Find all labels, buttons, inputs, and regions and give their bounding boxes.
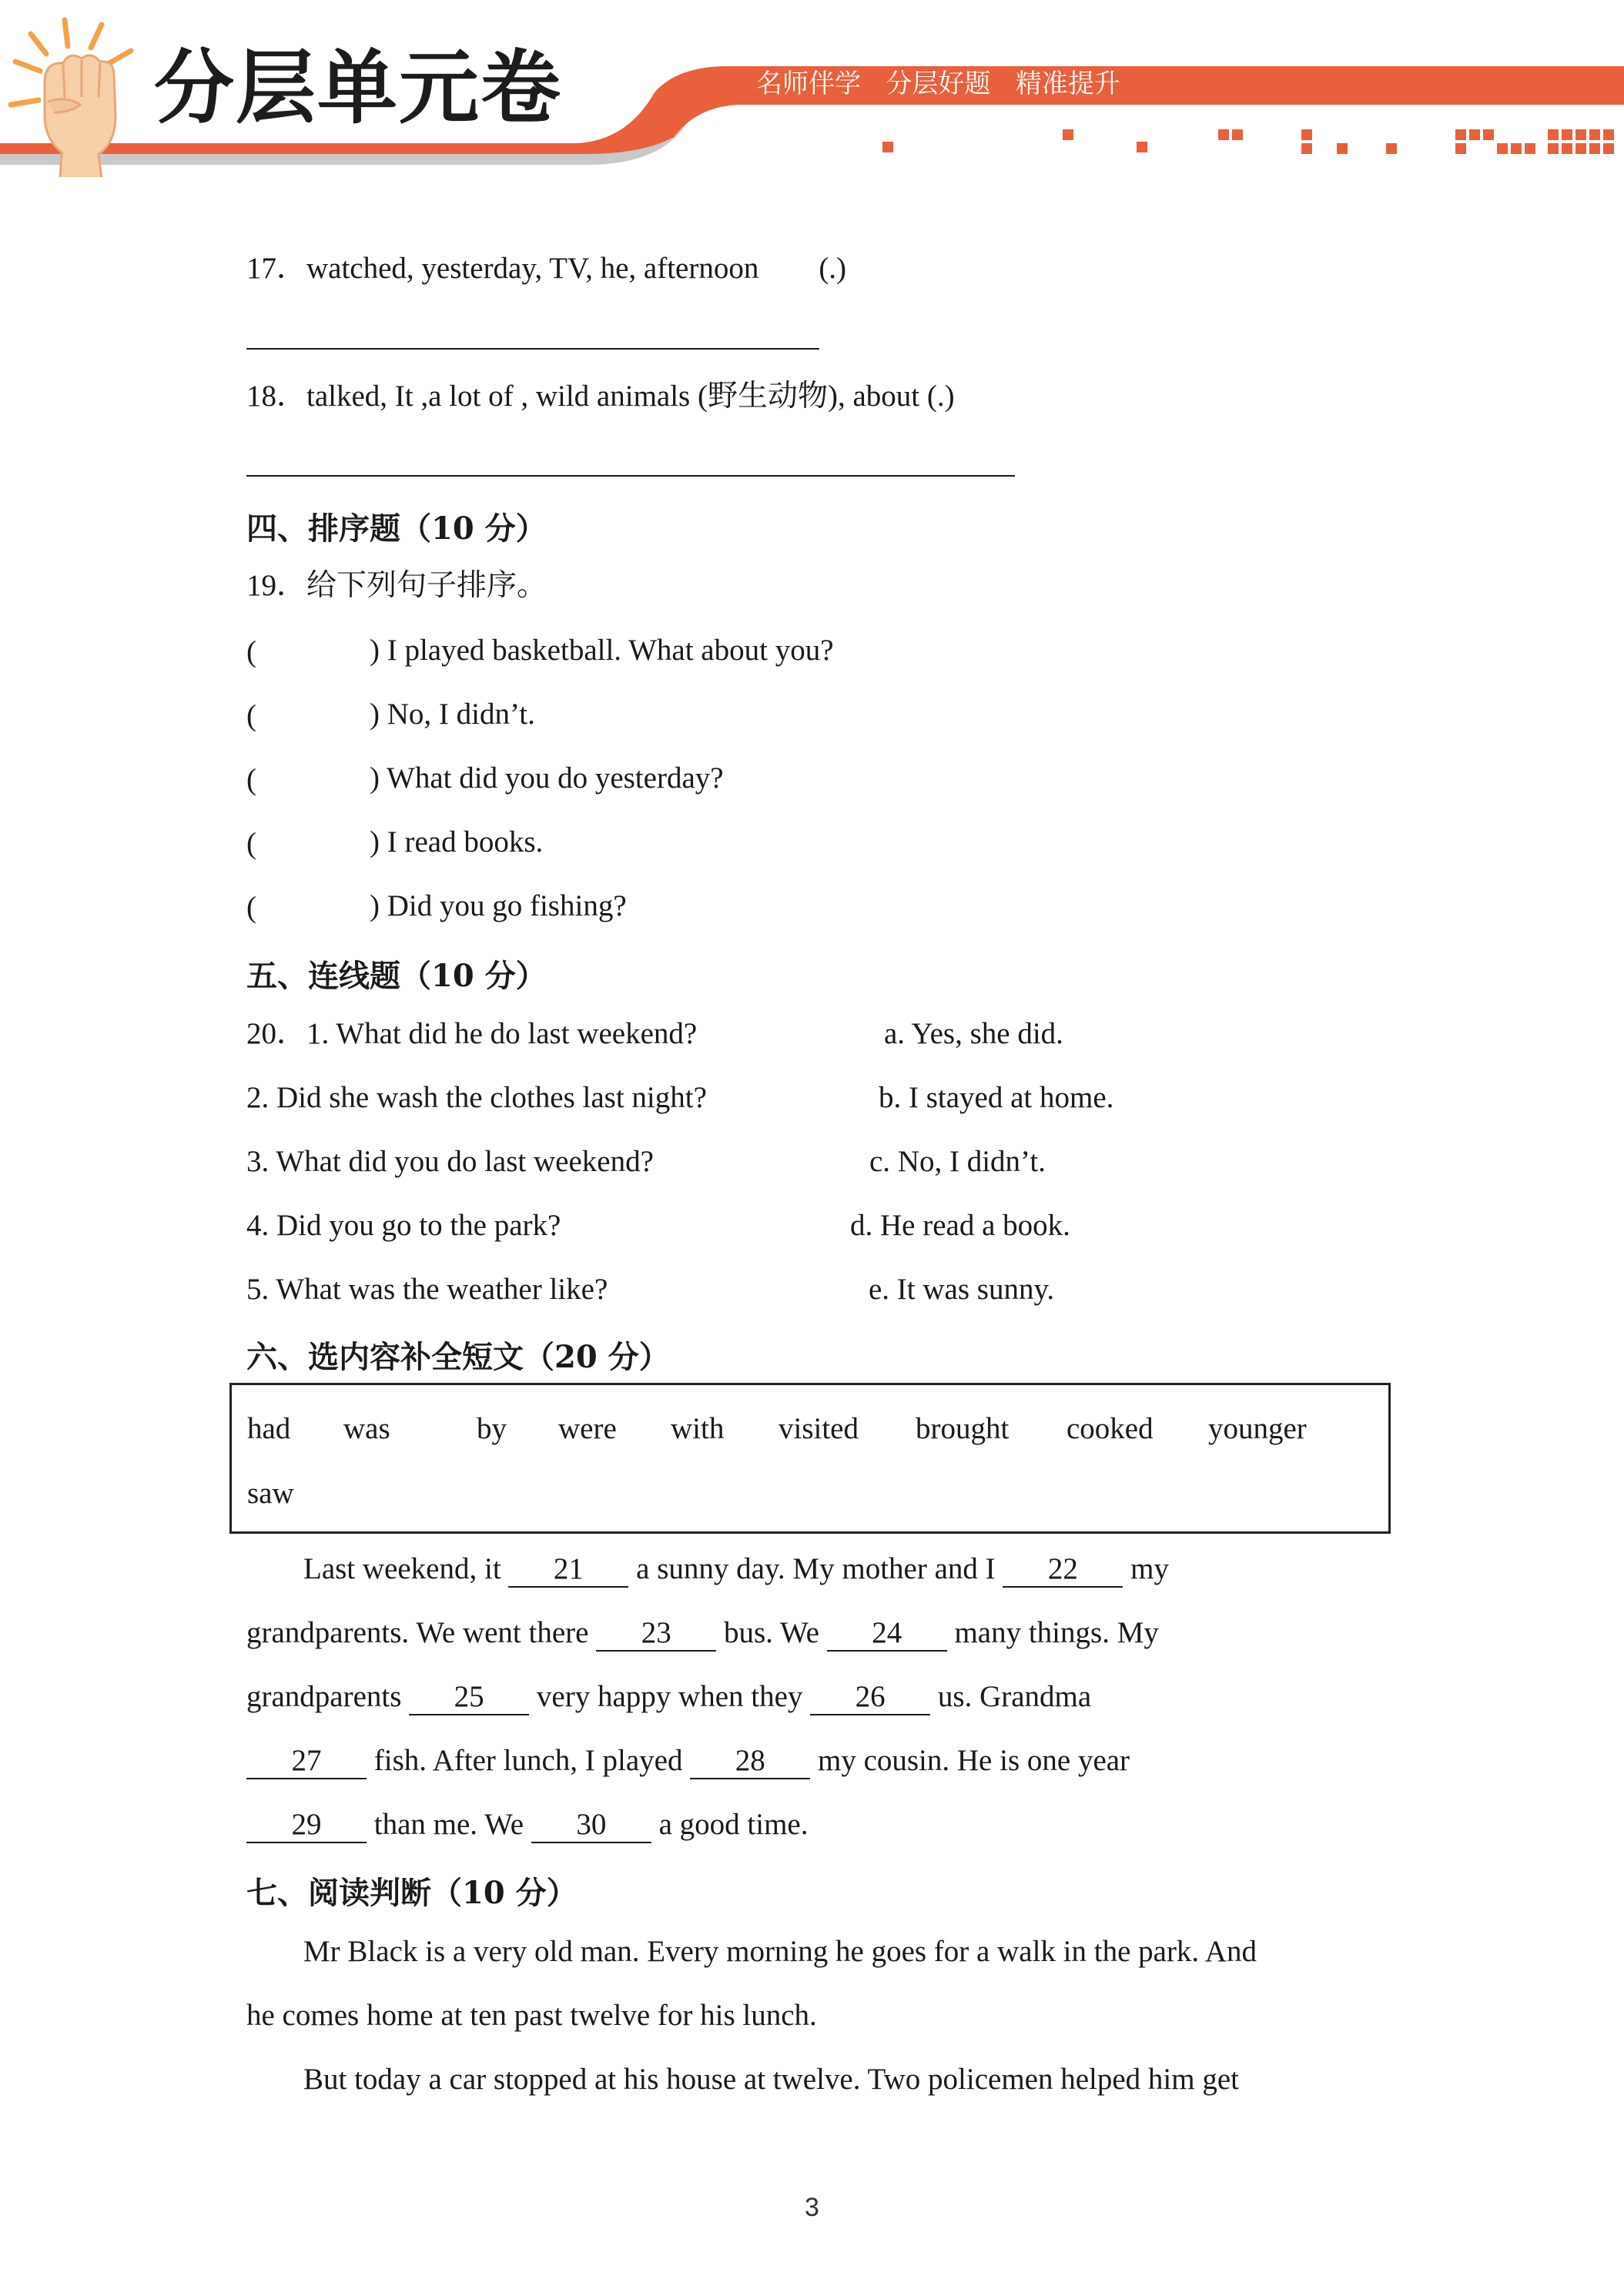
passage-text: grandparents <box>246 1680 410 1713</box>
blank-30[interactable]: 30 <box>531 1809 651 1843</box>
passage-text: a good time. <box>651 1808 809 1841</box>
blank-22[interactable]: 22 <box>1003 1553 1123 1588</box>
blank-25[interactable]: 25 <box>409 1681 529 1715</box>
order-item: ) I read books. <box>370 825 544 858</box>
blank-23[interactable]: 23 <box>596 1617 716 1652</box>
section-title-7: 七、阅读判断（10 分） <box>246 1875 578 1911</box>
answer-line-18 <box>246 475 1015 477</box>
passage-text: grandparents. We went there <box>246 1616 597 1649</box>
question-18: 18．talked, It ,a lot of , wild animals (野生动物), about (.) <box>246 380 955 413</box>
section-title-4: 四、排序题（10 分） <box>246 510 547 547</box>
passage-text: us. Grandma <box>930 1680 1092 1713</box>
decor-squares <box>882 129 1614 154</box>
passage-text: many things. My <box>946 1616 1159 1649</box>
brand-slogan: 名师伴学 分层好题 精准提升 <box>756 69 1120 99</box>
match-answer: d. He read a book. <box>850 1209 1070 1242</box>
blank-24[interactable]: 24 <box>827 1617 947 1652</box>
blank-26[interactable]: 26 <box>810 1681 930 1715</box>
blank-27[interactable]: 27 <box>246 1745 367 1779</box>
blank-28[interactable]: 28 <box>690 1745 810 1779</box>
reading-line: he comes home at ten past twelve for his lunch. <box>246 1999 817 2032</box>
blank-29[interactable]: 29 <box>246 1809 367 1843</box>
passage-line <box>246 1681 1091 1715</box>
passage-line <box>246 1745 1130 1779</box>
match-question: 20．1. What did he do last weekend? <box>246 1017 698 1050</box>
passage-text: than me. We <box>367 1808 531 1841</box>
question-17: 17．watched, yesterday, TV, he, afternoon (.) <box>246 252 847 285</box>
order-item: ) No, I didn’t. <box>370 698 535 731</box>
passage-text: a sunny day. My mother and I <box>628 1552 1003 1585</box>
order-slot-open: ( <box>246 827 256 860</box>
word-bank-item: visited <box>779 1412 859 1445</box>
match-question: 5. What was the weather like? <box>246 1273 608 1306</box>
word-bank <box>229 1383 1391 1534</box>
question-19-prompt: 19．给下列句子排序。 <box>246 569 547 602</box>
page-header <box>0 0 1624 177</box>
page-number: 3 <box>805 2193 819 2222</box>
word-bank-item: younger <box>1208 1412 1307 1445</box>
passage-text: my <box>1123 1552 1169 1585</box>
passage-line <box>303 1553 1169 1588</box>
word-bank-item: was <box>343 1412 390 1445</box>
order-slot-open: ( <box>246 763 256 796</box>
match-answer: b. I stayed at home. <box>879 1081 1114 1114</box>
word-bank-item: were <box>558 1412 617 1445</box>
section-title-6: 六、选内容补全短文（20 分） <box>246 1339 670 1375</box>
match-answer: e. It was sunny. <box>869 1273 1055 1306</box>
section-title-5: 五、连线题（10 分） <box>246 958 547 994</box>
word-bank-item: cooked <box>1066 1412 1154 1445</box>
word-bank-item: by <box>477 1412 507 1445</box>
passage-text: Last weekend, it <box>303 1552 509 1585</box>
passage-text: very happy when they <box>529 1680 811 1713</box>
word-bank-item: brought <box>916 1412 1010 1445</box>
word-bank-item: had <box>247 1412 291 1445</box>
reading-line: But today a car stopped at his house at twelve. Two policemen helped him get <box>303 2063 1239 2096</box>
answer-line-17 <box>246 348 819 350</box>
passage-line <box>246 1617 1159 1652</box>
passage-text: fish. After lunch, I played <box>367 1744 691 1777</box>
passage-text: bus. We <box>716 1616 827 1649</box>
brand-title: 分层单元卷 <box>154 41 563 135</box>
match-answer: a. Yes, she did. <box>884 1017 1063 1050</box>
passage-line <box>246 1809 808 1843</box>
order-slot-open: ( <box>246 699 256 732</box>
match-question: 2. Did she wash the clothes last night? <box>246 1081 707 1114</box>
order-slot-open: ( <box>246 891 256 924</box>
passage-text: my cousin. He is one year <box>810 1744 1130 1777</box>
reading-line: Mr Black is a very old man. Every morning he goes for a walk in the park. And <box>303 1935 1257 1968</box>
order-item: ) I played basketball. What about you? <box>370 634 834 667</box>
order-item: ) What did you do yesterday? <box>370 761 724 795</box>
order-item: ) Did you go fishing? <box>370 889 627 922</box>
order-slot-open: ( <box>246 635 256 668</box>
match-question: 3. What did you do last weekend? <box>246 1145 654 1178</box>
word-bank-item: saw <box>247 1477 294 1510</box>
match-question: 4. Did you go to the park? <box>246 1209 561 1242</box>
word-bank-item: with <box>671 1412 725 1445</box>
blank-21[interactable]: 21 <box>508 1553 628 1588</box>
match-answer: c. No, I didn’t. <box>869 1145 1046 1178</box>
